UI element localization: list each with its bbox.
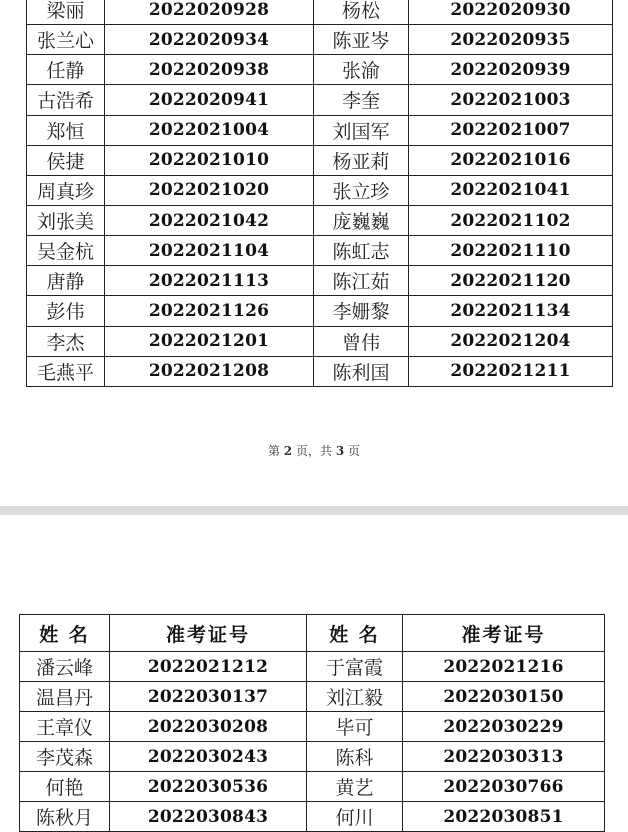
exam-id-cell: 2022030766 — [403, 772, 605, 802]
exam-id-cell: 2022021134 — [409, 296, 613, 326]
exam-id-cell: 2022020941 — [105, 85, 314, 115]
exam-id-cell: 2022030137 — [110, 682, 307, 712]
table-row — [27, 55, 613, 85]
exam-id-cell: 2022020928 — [105, 0, 314, 25]
exam-id-cell: 2022021041 — [409, 175, 613, 205]
header-name: 姓 名 — [20, 615, 110, 652]
exam-id-cell: 2022030150 — [403, 682, 605, 712]
exam-id-cell: 2022020930 — [409, 0, 613, 25]
exam-id-cell: 2022021102 — [409, 205, 613, 235]
candidate-name-cell: 张兰心 — [27, 25, 105, 55]
page-number-prefix: 第 — [267, 444, 280, 458]
candidate-name-cell: 陈秋月 — [20, 802, 110, 832]
candidate-name-cell: 侯捷 — [27, 145, 105, 175]
candidate-name-cell: 刘国军 — [314, 115, 409, 145]
candidate-name-cell: 何川 — [307, 802, 403, 832]
candidate-name-cell: 于富霞 — [307, 652, 403, 682]
candidate-name-cell: 梁丽 — [27, 0, 105, 25]
candidate-name-cell: 张立珍 — [314, 175, 409, 205]
candidate-name-cell: 周真珍 — [27, 175, 105, 205]
table-row — [27, 145, 613, 175]
table-row — [27, 85, 613, 115]
candidate-name-cell: 曾伟 — [314, 326, 409, 356]
exam-id-cell: 2022021204 — [409, 326, 613, 356]
exam-id-cell: 2022020935 — [409, 25, 613, 55]
table-row — [27, 296, 613, 326]
exam-id-cell: 2022020934 — [105, 25, 314, 55]
candidate-name-cell: 杨松 — [314, 0, 409, 25]
table-row — [27, 266, 613, 296]
exam-id-cell: 2022020938 — [105, 55, 314, 85]
table-row — [27, 205, 613, 235]
candidate-name-cell: 庞巍巍 — [314, 205, 409, 235]
exam-id-cell: 2022021042 — [105, 205, 314, 235]
candidate-name-cell: 毛燕平 — [27, 356, 105, 386]
exam-id-cell: 2022021126 — [105, 296, 314, 326]
table-row — [27, 115, 613, 145]
candidate-name-cell: 毕可 — [307, 712, 403, 742]
table-row — [27, 356, 613, 386]
table-row — [20, 652, 605, 682]
candidate-name-cell: 张渝 — [314, 55, 409, 85]
table-row — [20, 712, 605, 742]
candidate-name-cell: 陈利国 — [314, 356, 409, 386]
page-number-suffix: 页 — [348, 444, 361, 458]
exam-id-cell: 2022021104 — [105, 236, 314, 266]
table-row — [27, 25, 613, 55]
exam-id-cell: 2022021003 — [409, 85, 613, 115]
page-separator — [0, 506, 628, 515]
exam-id-cell: 2022021201 — [105, 326, 314, 356]
exam-id-cell: 2022021212 — [110, 652, 307, 682]
page-number-middle: 页，共 — [295, 444, 332, 458]
table-row — [27, 326, 613, 356]
candidate-name-cell: 任静 — [27, 55, 105, 85]
candidate-table-page-3 — [19, 614, 605, 832]
table-row — [20, 802, 605, 832]
candidate-table-page-2 — [26, 0, 613, 387]
page-number — [0, 442, 628, 459]
exam-id-cell: 2022021016 — [409, 145, 613, 175]
table-row — [20, 742, 605, 772]
candidate-name-cell: 刘江毅 — [307, 682, 403, 712]
exam-id-cell: 2022020939 — [409, 55, 613, 85]
exam-id-cell: 2022030208 — [110, 712, 307, 742]
header-exam-id: 准考证号 — [403, 615, 605, 652]
exam-id-cell: 2022021007 — [409, 115, 613, 145]
page-number-current: 2 — [283, 444, 293, 458]
candidate-name-cell: 郑恒 — [27, 115, 105, 145]
candidate-name-cell: 陈亚岑 — [314, 25, 409, 55]
candidate-name-cell: 李奎 — [314, 85, 409, 115]
candidate-name-cell: 黄艺 — [307, 772, 403, 802]
exam-id-cell: 2022021208 — [105, 356, 314, 386]
exam-id-cell: 2022030536 — [110, 772, 307, 802]
table-row — [27, 236, 613, 266]
candidate-name-cell: 李茂森 — [20, 742, 110, 772]
candidate-name-cell: 潘云峰 — [20, 652, 110, 682]
document-page-3 — [0, 515, 628, 831]
candidate-name-cell: 彭伟 — [27, 296, 105, 326]
exam-id-cell: 2022030843 — [110, 802, 307, 832]
candidate-name-cell: 李姗黎 — [314, 296, 409, 326]
candidate-name-cell: 温昌丹 — [20, 682, 110, 712]
exam-id-cell: 2022021216 — [403, 652, 605, 682]
exam-id-cell: 2022030313 — [403, 742, 605, 772]
exam-id-cell: 2022030851 — [403, 802, 605, 832]
table-row — [20, 682, 605, 712]
candidate-name-cell: 杨亚莉 — [314, 145, 409, 175]
candidate-name-cell: 陈江茹 — [314, 266, 409, 296]
candidate-name-cell: 古浩希 — [27, 85, 105, 115]
exam-id-cell: 2022021004 — [105, 115, 314, 145]
exam-id-cell: 2022021113 — [105, 266, 314, 296]
candidate-name-cell: 陈科 — [307, 742, 403, 772]
table-header-row — [20, 615, 605, 652]
header-name: 姓 名 — [307, 615, 403, 652]
exam-id-cell: 2022021120 — [409, 266, 613, 296]
candidate-name-cell: 李杰 — [27, 326, 105, 356]
table-row — [27, 0, 613, 25]
exam-id-cell: 2022021010 — [105, 145, 314, 175]
candidate-name-cell: 唐静 — [27, 266, 105, 296]
candidate-name-cell: 吴金杭 — [27, 236, 105, 266]
table-row — [27, 175, 613, 205]
candidate-name-cell: 何艳 — [20, 772, 110, 802]
page-number-total: 3 — [335, 444, 345, 458]
exam-id-cell: 2022030229 — [403, 712, 605, 742]
candidate-name-cell: 王章仪 — [20, 712, 110, 742]
candidate-name-cell: 陈虹志 — [314, 236, 409, 266]
candidate-name-cell: 刘张美 — [27, 205, 105, 235]
exam-id-cell: 2022021020 — [105, 175, 314, 205]
header-exam-id: 准考证号 — [110, 615, 307, 652]
exam-id-cell: 2022021110 — [409, 236, 613, 266]
exam-id-cell: 2022030243 — [110, 742, 307, 772]
table-row — [20, 772, 605, 802]
exam-id-cell: 2022021211 — [409, 356, 613, 386]
